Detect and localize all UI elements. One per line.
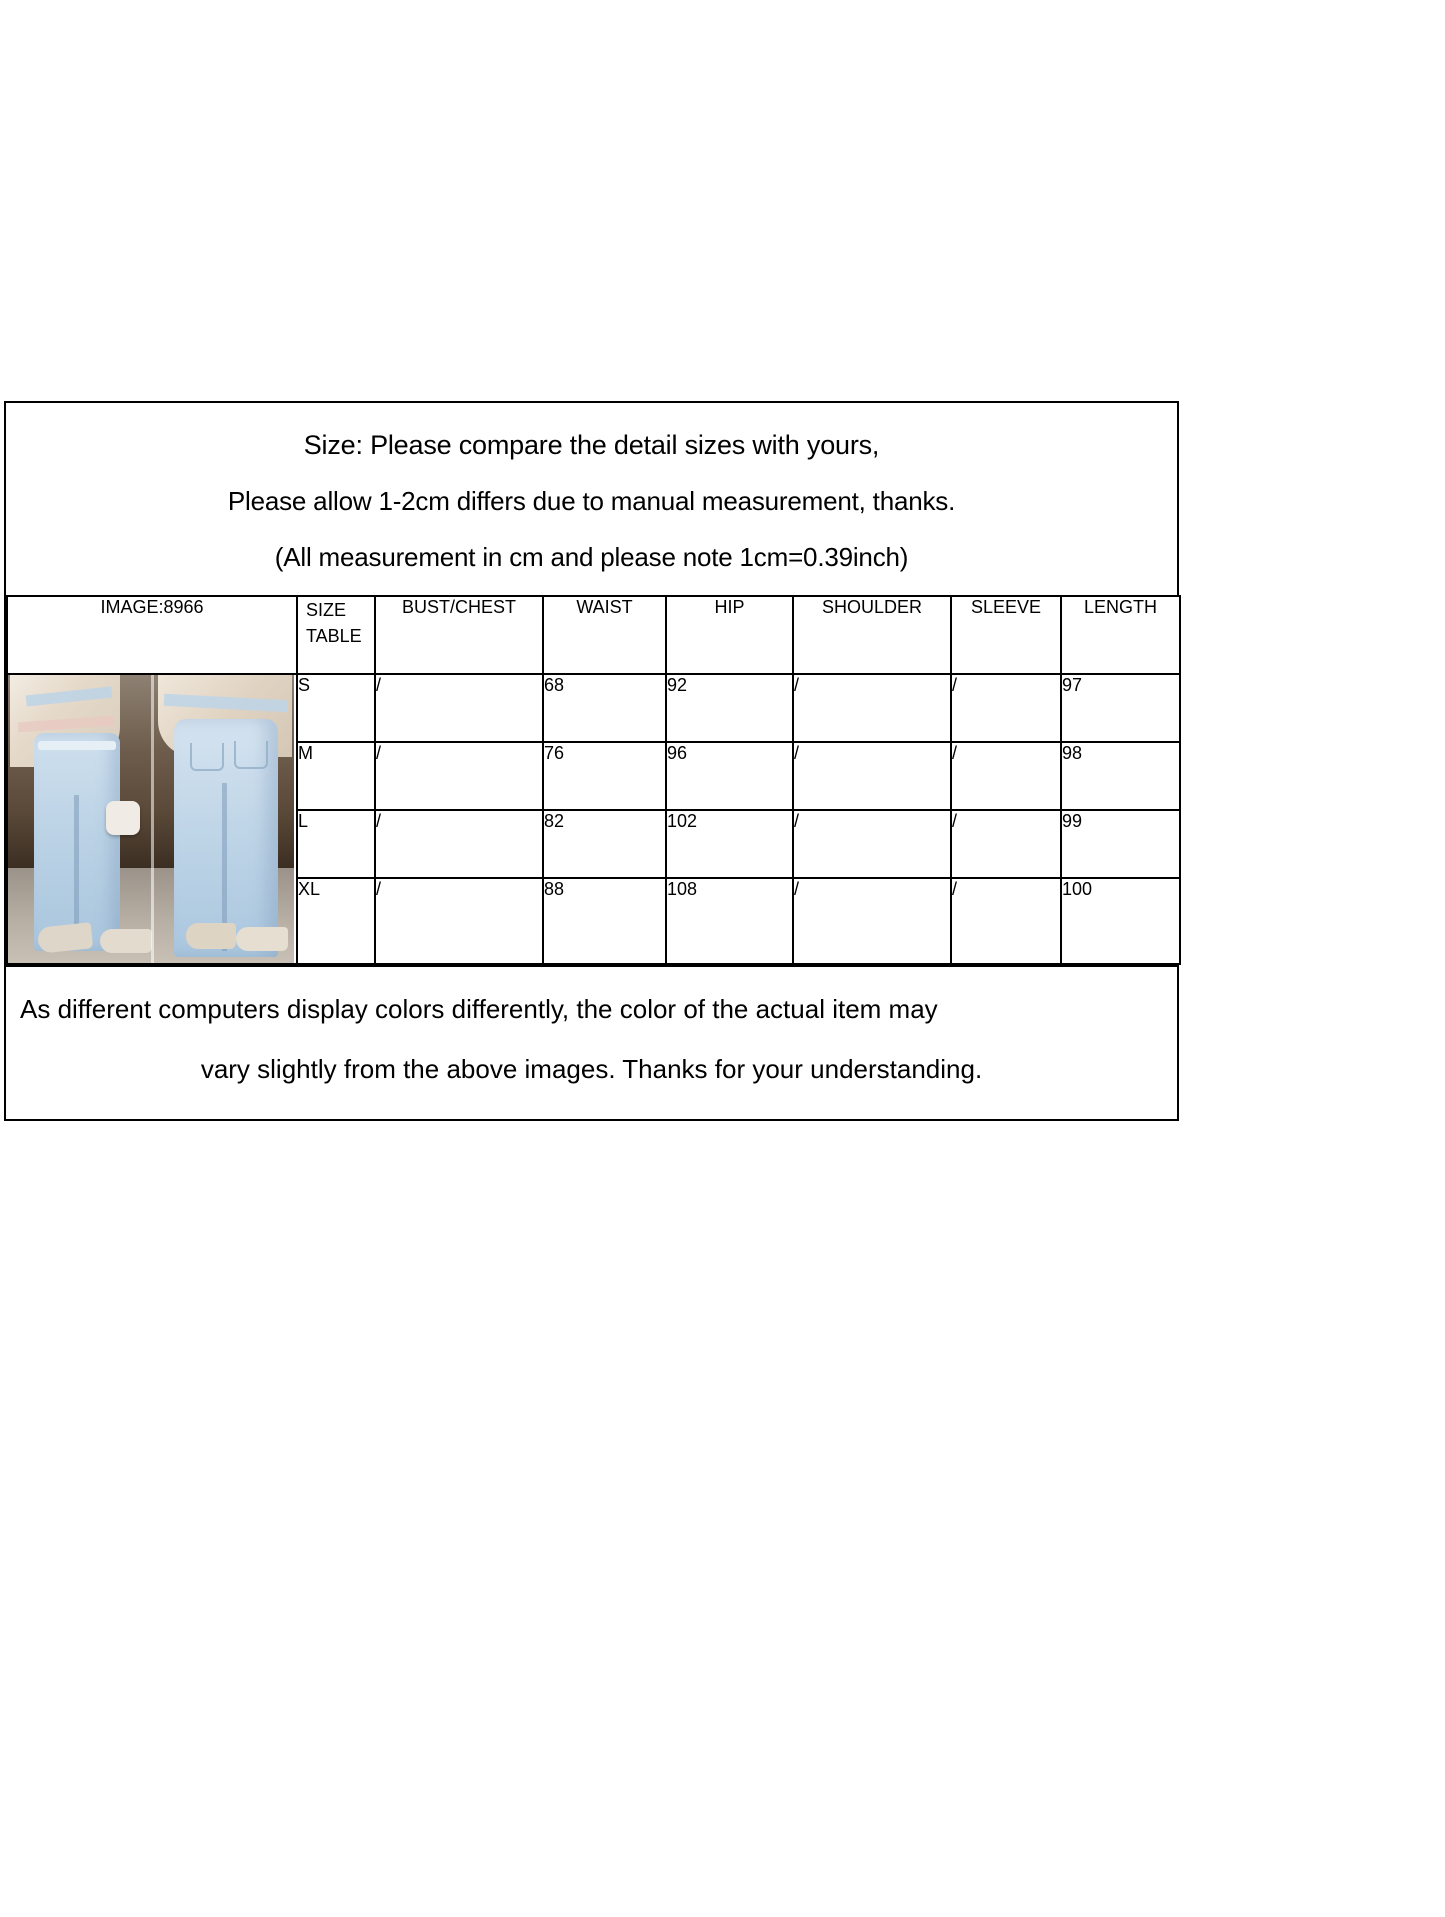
cell-size: L: [297, 810, 375, 878]
bottom-notes: [6, 965, 1177, 1119]
cell-size: M: [297, 742, 375, 810]
cell-shoulder: /: [793, 674, 951, 742]
header-sleeve: SLEEVE: [951, 596, 1061, 674]
cell-hip: 108: [666, 878, 793, 964]
header-bust: BUST/CHEST: [375, 596, 543, 674]
cell-waist: 68: [543, 674, 666, 742]
top-note-line-2: Please allow 1-2cm differs due to manual measurement, thanks.: [227, 486, 956, 516]
cell-size: S: [297, 674, 375, 742]
image-label-cell: IMAGE:8966: [7, 596, 297, 674]
cell-bust: /: [375, 742, 543, 810]
header-size-table: SIZE TABLE: [297, 596, 375, 674]
product-photo-cell: [7, 674, 297, 964]
cell-bust: /: [375, 878, 543, 964]
cell-sleeve: /: [951, 810, 1061, 878]
header-length: LENGTH: [1061, 596, 1180, 674]
top-note-line-3: (All measurement in cm and please note 1cm=0.39inch): [274, 542, 909, 572]
cell-shoulder: /: [793, 810, 951, 878]
cell-waist: 76: [543, 742, 666, 810]
size-chart-sheet: [4, 401, 1179, 1121]
cell-hip: 96: [666, 742, 793, 810]
header-shoulder: SHOULDER: [793, 596, 951, 674]
cell-waist: 88: [543, 878, 666, 964]
cell-sleeve: /: [951, 742, 1061, 810]
cell-bust: /: [375, 810, 543, 878]
cell-sleeve: /: [951, 878, 1061, 964]
bottom-note-line-2: vary slightly from the above images. Thanks for your understanding.: [200, 1054, 983, 1084]
cell-length: 99: [1061, 810, 1180, 878]
size-table: [6, 595, 1181, 965]
cell-bust: /: [375, 674, 543, 742]
cell-sleeve: /: [951, 674, 1061, 742]
product-photo: [8, 675, 294, 963]
top-note-line-1: Size: Please compare the detail sizes with yours,: [303, 430, 880, 460]
bottom-note-line-1: As different computers display colors differently, the color of the actual item may: [20, 994, 938, 1024]
cell-size: XL: [297, 878, 375, 964]
cell-length: 100: [1061, 878, 1180, 964]
cell-waist: 82: [543, 810, 666, 878]
cell-shoulder: /: [793, 878, 951, 964]
top-notes: [6, 403, 1177, 595]
cell-shoulder: /: [793, 742, 951, 810]
cell-length: 97: [1061, 674, 1180, 742]
table-header-row: [7, 596, 1180, 674]
cell-hip: 102: [666, 810, 793, 878]
header-waist: WAIST: [543, 596, 666, 674]
cell-length: 98: [1061, 742, 1180, 810]
cell-hip: 92: [666, 674, 793, 742]
header-hip: HIP: [666, 596, 793, 674]
table-row: [7, 674, 1180, 742]
